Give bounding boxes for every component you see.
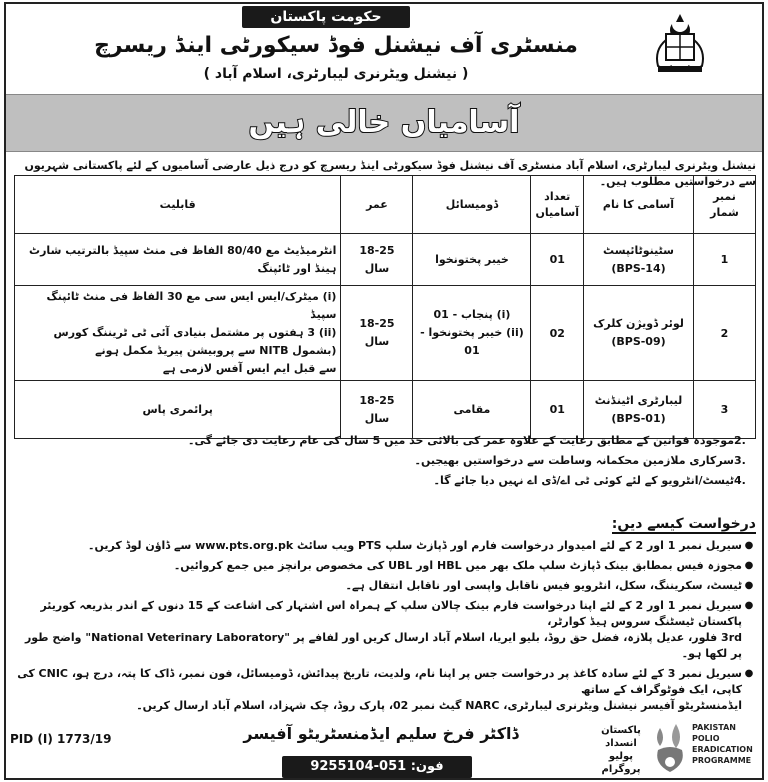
header-count-line1: تعداد [544,189,571,203]
cell-domicile [413,234,531,286]
cell-serial: 2 [694,286,756,381]
polio-english-line: PROGRAMME [692,756,752,765]
cell-post [584,381,694,439]
step-item [16,538,756,554]
header-post: آسامی کا نام [584,176,694,234]
header-age: عمر [341,176,413,234]
how-to-apply-title: درخواست کیسے دیں: [611,516,756,532]
pid-number: PID (I) 1773/19 [10,732,112,746]
cell-serial: 1 [694,234,756,286]
step-item [16,598,756,662]
intro-text: نیشنل ویٹرنری لیبارٹری، اسلام آباد منسٹری آف نیشنل فوڈ سیکورٹی اینڈ ریسرچ کو درج ذیل عارضی آسامیوں کے لئے پاکستانی شہریوں سے درخواستیں مطلوب ہیں۔ [24,159,756,188]
age-range: 18-25 [359,243,395,257]
phone-label: فون: [410,759,444,774]
lab-subtitle: ( نیشنل ویٹرنری لیبارٹری، اسلام آباد ) [203,66,469,82]
phone-number: 051-9255104 [310,759,407,774]
cell-age [341,286,413,381]
government-of-pakistan-label: حکومت پاکستان [242,6,410,28]
step-text [16,598,742,662]
cell-count: 01 [531,381,584,439]
advertisement [4,2,764,780]
post-name: سٹینوٹائپسٹ [603,243,674,257]
footer [6,704,762,780]
bullet-icon: ● [744,668,754,679]
how-to-apply-heading [566,514,756,534]
cell-qualification [15,234,341,286]
table-row [15,234,756,286]
note-item [16,452,756,469]
step-line: سیریل نمبر 1 اور 2 کے لئے اپنا درخواست فارم بینک چالان سلپ کے ہمراہ اس اشتہار کی اشاعت کے 15 دنوں کے اندر بذریعہ کوریئر پاکستان ٹیسٹنگ سروس ہیڈ کوارٹر، [40,599,742,628]
domicile-line1: خیبر پختونخوا [435,252,509,266]
header [6,4,762,92]
officer-signature: ڈاکٹر فرخ سلیم ایڈمنسٹریٹو آفیسر [243,724,519,743]
polio-english-line: POLIO [692,734,720,743]
domicile-line1: مقامی [453,402,491,416]
note-item [16,472,756,489]
vacancies-table [14,175,756,439]
step-line: مجوزہ فیس بمطابق بینک ڈپازٹ سلپ ملک بھر میں HBL اور UBL کی مخصوص برانچز میں جمع کروائیں۔ [173,559,742,572]
post-name: لوئر ڈویژن کلرک [593,317,684,330]
step-text [16,558,742,574]
polio-urdu-line: پاکستان [601,725,641,736]
post-bps: (BPS-01) [611,411,666,425]
note-text: ٹیسٹ/انٹرویو کے لئے کوئی ٹی اے/ڈی اے نہیں دیا جائے گا۔ [433,474,734,487]
qualification-line3: سے قبل ایم ایس آفس لازمی ہے [162,362,337,375]
cell-serial: 3 [694,381,756,439]
qualification-line1: پرائمری پاس [142,402,213,416]
header-count-line2: آسامیاں [535,205,579,219]
header-domicile: ڈومیسائل [413,176,531,234]
polio-english-line: ERADICATION [692,745,753,754]
post-bps: (BPS-14) [611,261,666,275]
bullet-icon: ● [744,580,754,591]
age-unit: سال [364,261,390,275]
phone-box [282,756,472,778]
polio-logo [596,716,760,778]
cell-age [341,381,413,439]
step-item [16,558,756,574]
table-header-row [15,176,756,234]
cell-count: 02 [531,286,584,381]
cell-post [584,286,694,381]
cell-qualification [15,286,341,381]
step-item [16,578,756,594]
step-line: ایڈمنسٹریٹو آفیسر نیشنل ویٹرنری لیبارٹری، NARC گیٹ نمبر 02، پارک روڈ، چک شہزاد، اسلام آباد ارسال کریں۔ [136,699,742,712]
cell-qualification [15,381,341,439]
age-unit: سال [364,335,390,348]
note-number: 4. [734,474,746,487]
bullet-icon: ● [744,600,754,611]
vacancies-banner [6,94,762,152]
post-name: لیبارٹری اٹینڈنٹ [594,393,683,407]
table-row [15,381,756,439]
qualification-line2: (ii) 3 ہفتوں پر مشتمل بنیادی آئی ٹی ٹریننگ کورس (بشمول NITB سے پروبیشن پیریڈ مکمل ہونے [53,326,337,357]
polio-english-text [692,722,760,766]
age-range: 18-25 [359,317,395,330]
step-text [16,538,742,554]
note-number: 3. [734,454,746,467]
table-row [15,286,756,381]
step-line: ٹیسٹ، سکریننگ، سکل، انٹرویو فیس ناقابل واپسی اور ناقابل انتقال ہے۔ [345,579,742,592]
ministry-title: منسٹری آف نیشنل فوڈ سیکورٹی اینڈ ریسرچ [94,33,578,58]
domicile-line2: (ii) خیبر پختونخوا - 01 [420,326,524,357]
application-steps [16,538,756,718]
age-range: 18-25 [359,393,395,407]
note-number: 2. [734,434,746,447]
age-unit: سال [364,411,390,425]
cell-count: 01 [531,234,584,286]
bullet-icon: ● [744,540,754,551]
step-line: سیریل نمبر 1 اور 2 کے لئے امیدوار درخواست فارم اور ڈپازٹ سلپ PTS ویب سائٹ www.pts.org.pk سے ڈاؤن لوڈ کریں۔ [88,539,742,552]
note-text: سرکاری ملازمین محکمانہ وساطت سے درخواستیں بھیجیں۔ [414,454,734,467]
header-count [531,176,584,234]
step-text [16,578,742,594]
header-serial: نمبر شمار [694,176,756,234]
note-item [16,432,756,449]
note-text: موجودہ قوانین کے مطابق رعایت کے علاوہ عمر کی بالائی حد میں 5 سال کی عام رعایت دی جائے گی۔ [188,434,734,447]
polio-english-line: PAKISTAN [692,723,736,732]
step-line: 3rd فلور، عدیل پلازہ، فضل حق روڈ، بلیو ایریا، اسلام آباد ارسال کریں اور لفافے پر "National Veterinary Laboratory" واضح طور پر لکھا ہو۔ [24,631,742,660]
domicile-line1: (i) پنجاب - 01 [433,308,511,321]
vacancies-title: آسامیاں خالی ہیں [248,105,520,140]
state-emblem-icon [650,12,710,74]
polio-drops-icon [650,722,690,774]
qualification-line1: (i) میٹرک/ایس ایس سی مع 30 الفاظ فی منٹ ٹائپنگ سپیڈ [46,290,337,321]
qualification-line1: انٹرمیڈیٹ مع 80/40 الفاظ فی منٹ سپیڈ بالترتیب شارٹ ہینڈ اور ٹائپنگ [29,243,337,275]
cell-domicile [413,286,531,381]
polio-urdu-text [596,724,646,776]
cell-post [584,234,694,286]
post-bps: (BPS-09) [611,335,666,348]
bullet-icon: ● [744,560,754,571]
polio-urdu-line: پولیو [608,751,634,762]
notes-list [16,432,756,492]
polio-urdu-line: انسداد [605,738,637,749]
step-line: سیریل نمبر 3 کے لئے سادہ کاغذ پر درخواست جس پر اپنا نام، ولدیت، تاریخ پیدائش، ڈومیسائل، فون نمبر، ڈاک کا پتہ، درج ہو، CNIC کی کاپی، ایک فوٹوگراف کے ساتھ [17,667,742,696]
cell-age [341,234,413,286]
cell-domicile [413,381,531,439]
polio-urdu-line: پروگرام [601,764,641,775]
header-qualification: قابلیت [15,176,341,234]
